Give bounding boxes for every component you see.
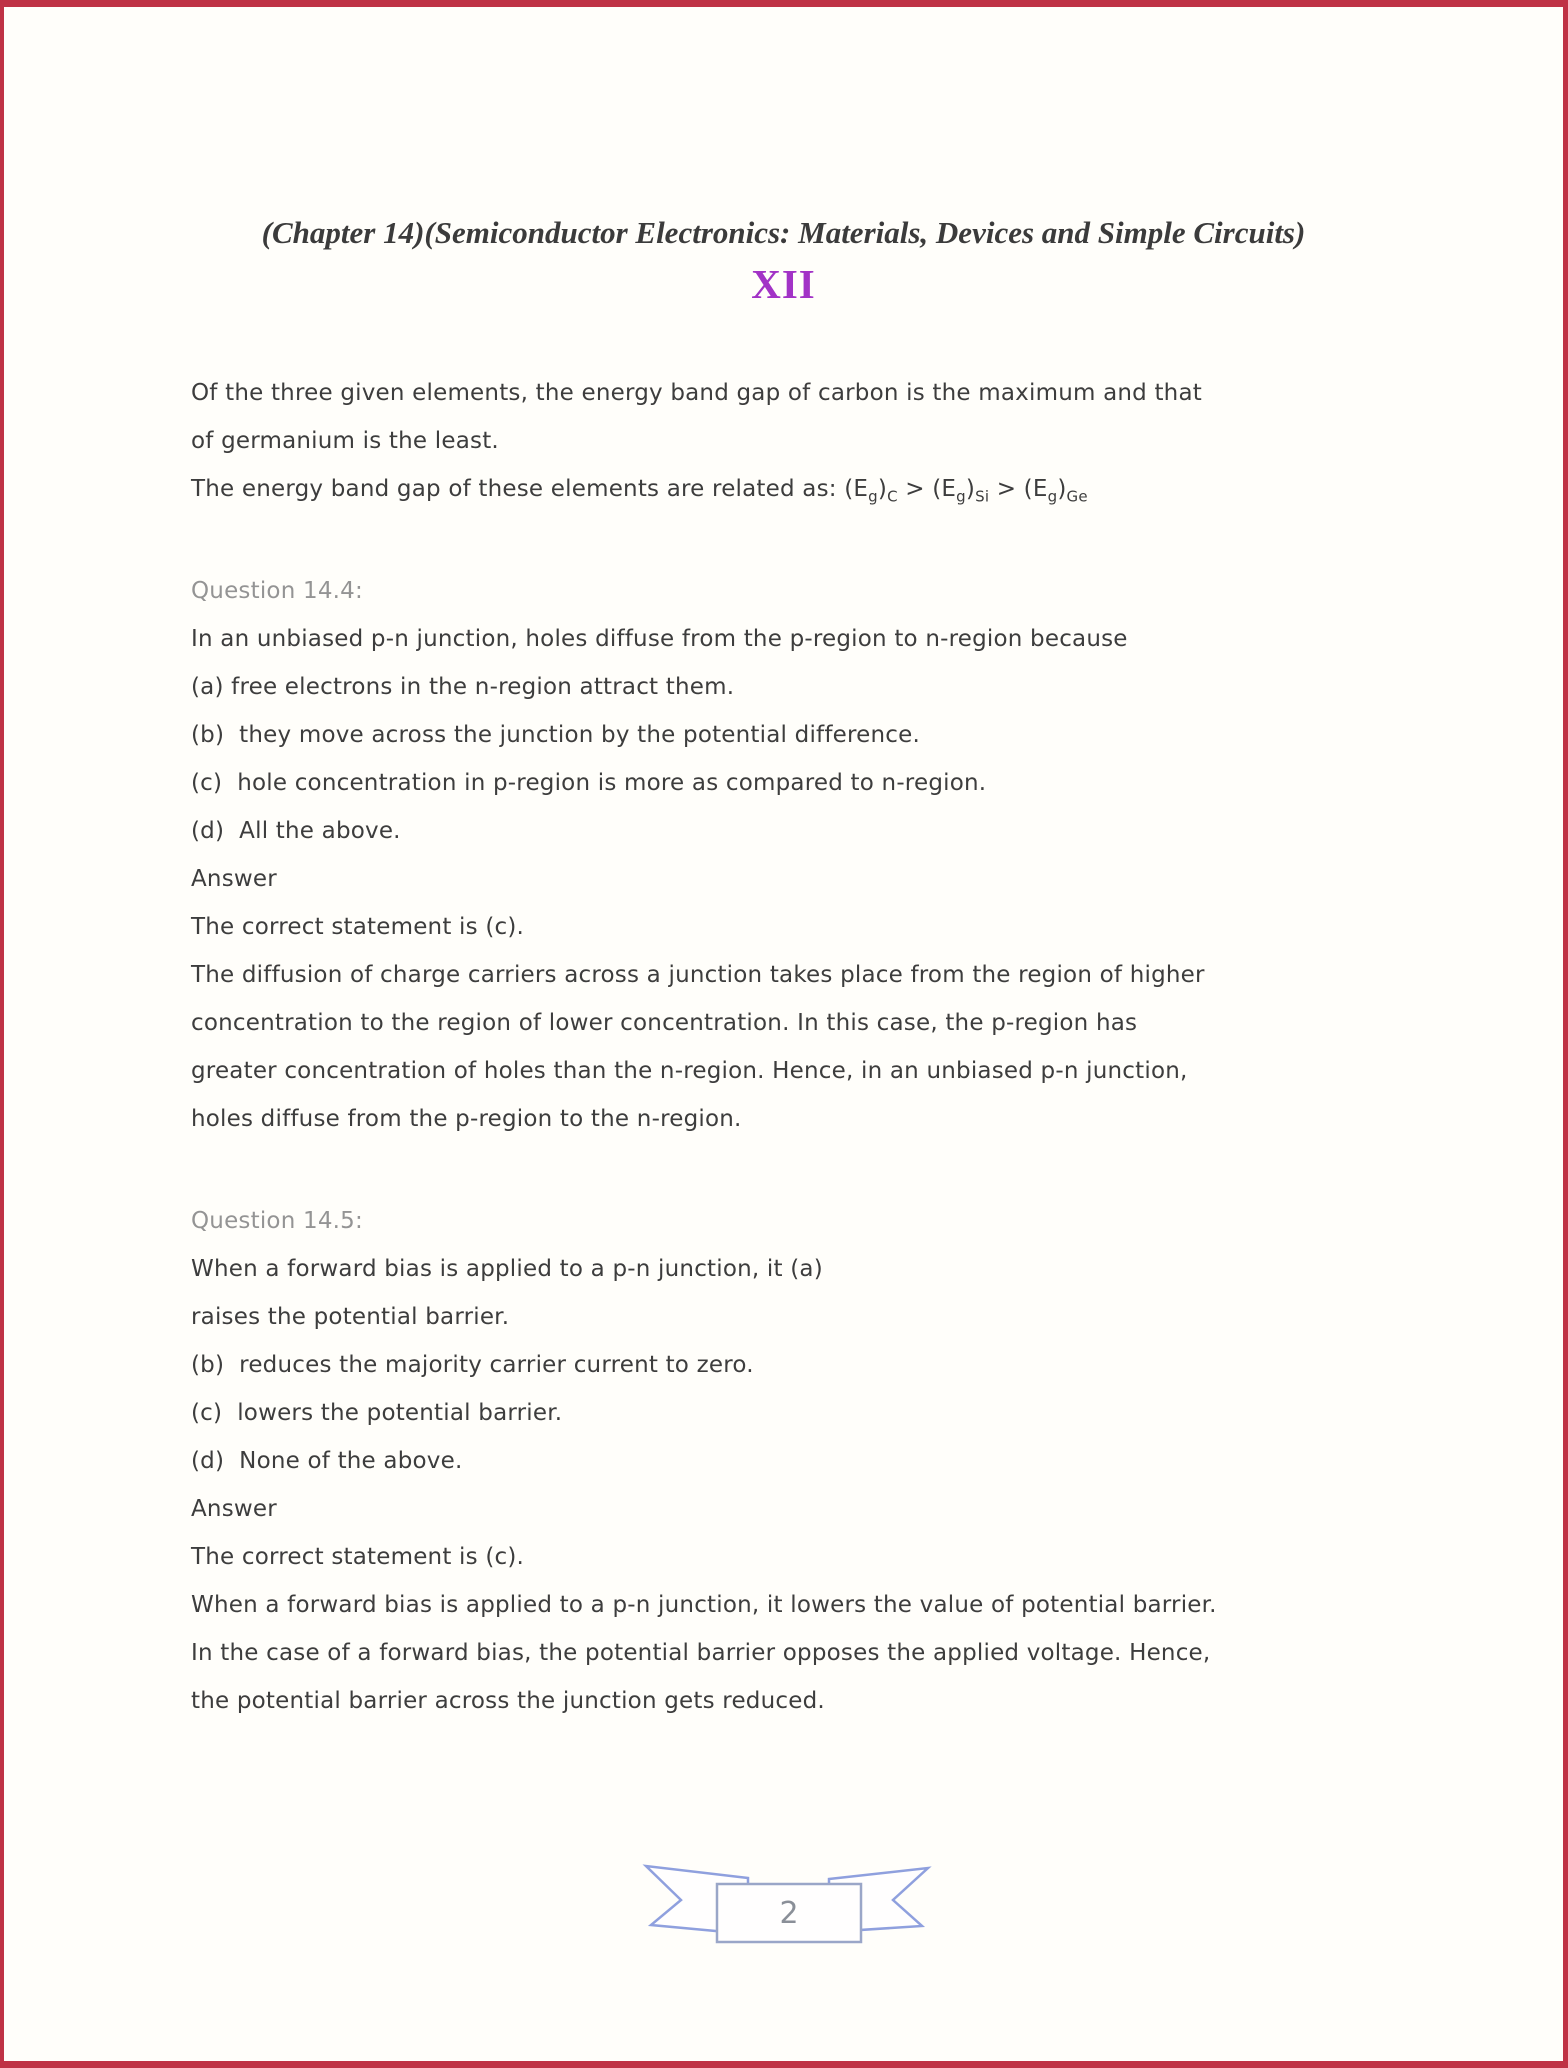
- grade-label: XII: [751, 261, 816, 307]
- question-14-5-heading: Question 14.5:: [191, 1208, 363, 1234]
- text-line: (a) free electrons in the n-region attract them.: [191, 674, 735, 700]
- formula-text: ): [877, 476, 888, 502]
- formula-text: > (E: [897, 476, 957, 502]
- text-line: (c) hole concentration in p-region is more as compared to n-region.: [191, 770, 987, 796]
- text-line: raises the potential barrier.: [191, 1304, 510, 1330]
- text-line: (d) None of the above.: [191, 1448, 463, 1474]
- text-line: (c) lowers the potential barrier.: [191, 1400, 563, 1426]
- question-14-5-body: [191, 1245, 1366, 1725]
- text-line: The diffusion of charge carriers across a junction takes place from the region of higher: [191, 962, 1205, 988]
- intro-paragraph: [191, 369, 1366, 465]
- text-line: The correct statement is (c).: [191, 914, 525, 940]
- chapter-title: (Chapter 14)(Semiconductor Electronics: Materials, Devices and Simple Circuits): [261, 215, 1306, 250]
- subscript: g: [956, 487, 966, 506]
- energy-band-gap-relation: [191, 465, 1366, 513]
- page-number: 2: [779, 1896, 799, 1931]
- question-14-4-heading: Question 14.4:: [191, 578, 363, 604]
- formula-text: > (E: [989, 476, 1048, 502]
- text-line: the potential barrier across the junction gets reduced.: [191, 1688, 825, 1714]
- text-line: Answer: [191, 1496, 277, 1522]
- subscript: Si: [975, 487, 990, 506]
- text-line: (b) reduces the majority carrier current to zero.: [191, 1352, 754, 1378]
- subscript: g: [1047, 487, 1058, 506]
- subscript: g: [868, 487, 878, 506]
- text-line: (b) they move across the junction by the potential difference.: [191, 722, 920, 748]
- text-line: holes diffuse from the p-region to the n-region.: [191, 1106, 742, 1132]
- text-line: When a forward bias is applied to a p-n junction, it lowers the value of potential barrier.: [191, 1592, 1217, 1618]
- formula-text: ): [965, 476, 976, 502]
- text-line: concentration to the region of lower concentration. In this case, the p-region has: [191, 1010, 1138, 1036]
- subscript: C: [887, 487, 898, 506]
- relation-prefix: The energy band gap of these elements are related as:: [191, 476, 845, 502]
- text-line: In an unbiased p-n junction, holes diffuse from the p-region to n-region because: [191, 626, 1128, 652]
- text-line: of germanium is the least.: [191, 428, 499, 454]
- question-14-4-body: [191, 615, 1366, 1143]
- text-line: In the case of a forward bias, the potential barrier opposes the applied voltage. Hence,: [191, 1640, 1211, 1666]
- text-line: (d) All the above.: [191, 818, 401, 844]
- text-line: Answer: [191, 866, 277, 892]
- text-line: The correct statement is (c).: [191, 1544, 525, 1570]
- text-line: Of the three given elements, the energy band gap of carbon is the maximum and that: [191, 380, 1202, 406]
- page-number-ribbon: [598, 1834, 978, 1974]
- formula-text: (E: [844, 476, 869, 502]
- page-content: [191, 369, 1366, 1725]
- formula-text: ): [1057, 476, 1067, 502]
- subscript: Ge: [1066, 487, 1088, 506]
- text-line: greater concentration of holes than the n-region. Hence, in an unbiased p-n junction,: [191, 1058, 1188, 1084]
- text-line: When a forward bias is applied to a p-n junction, it (a): [191, 1256, 823, 1282]
- relation-formula: [844, 476, 1088, 506]
